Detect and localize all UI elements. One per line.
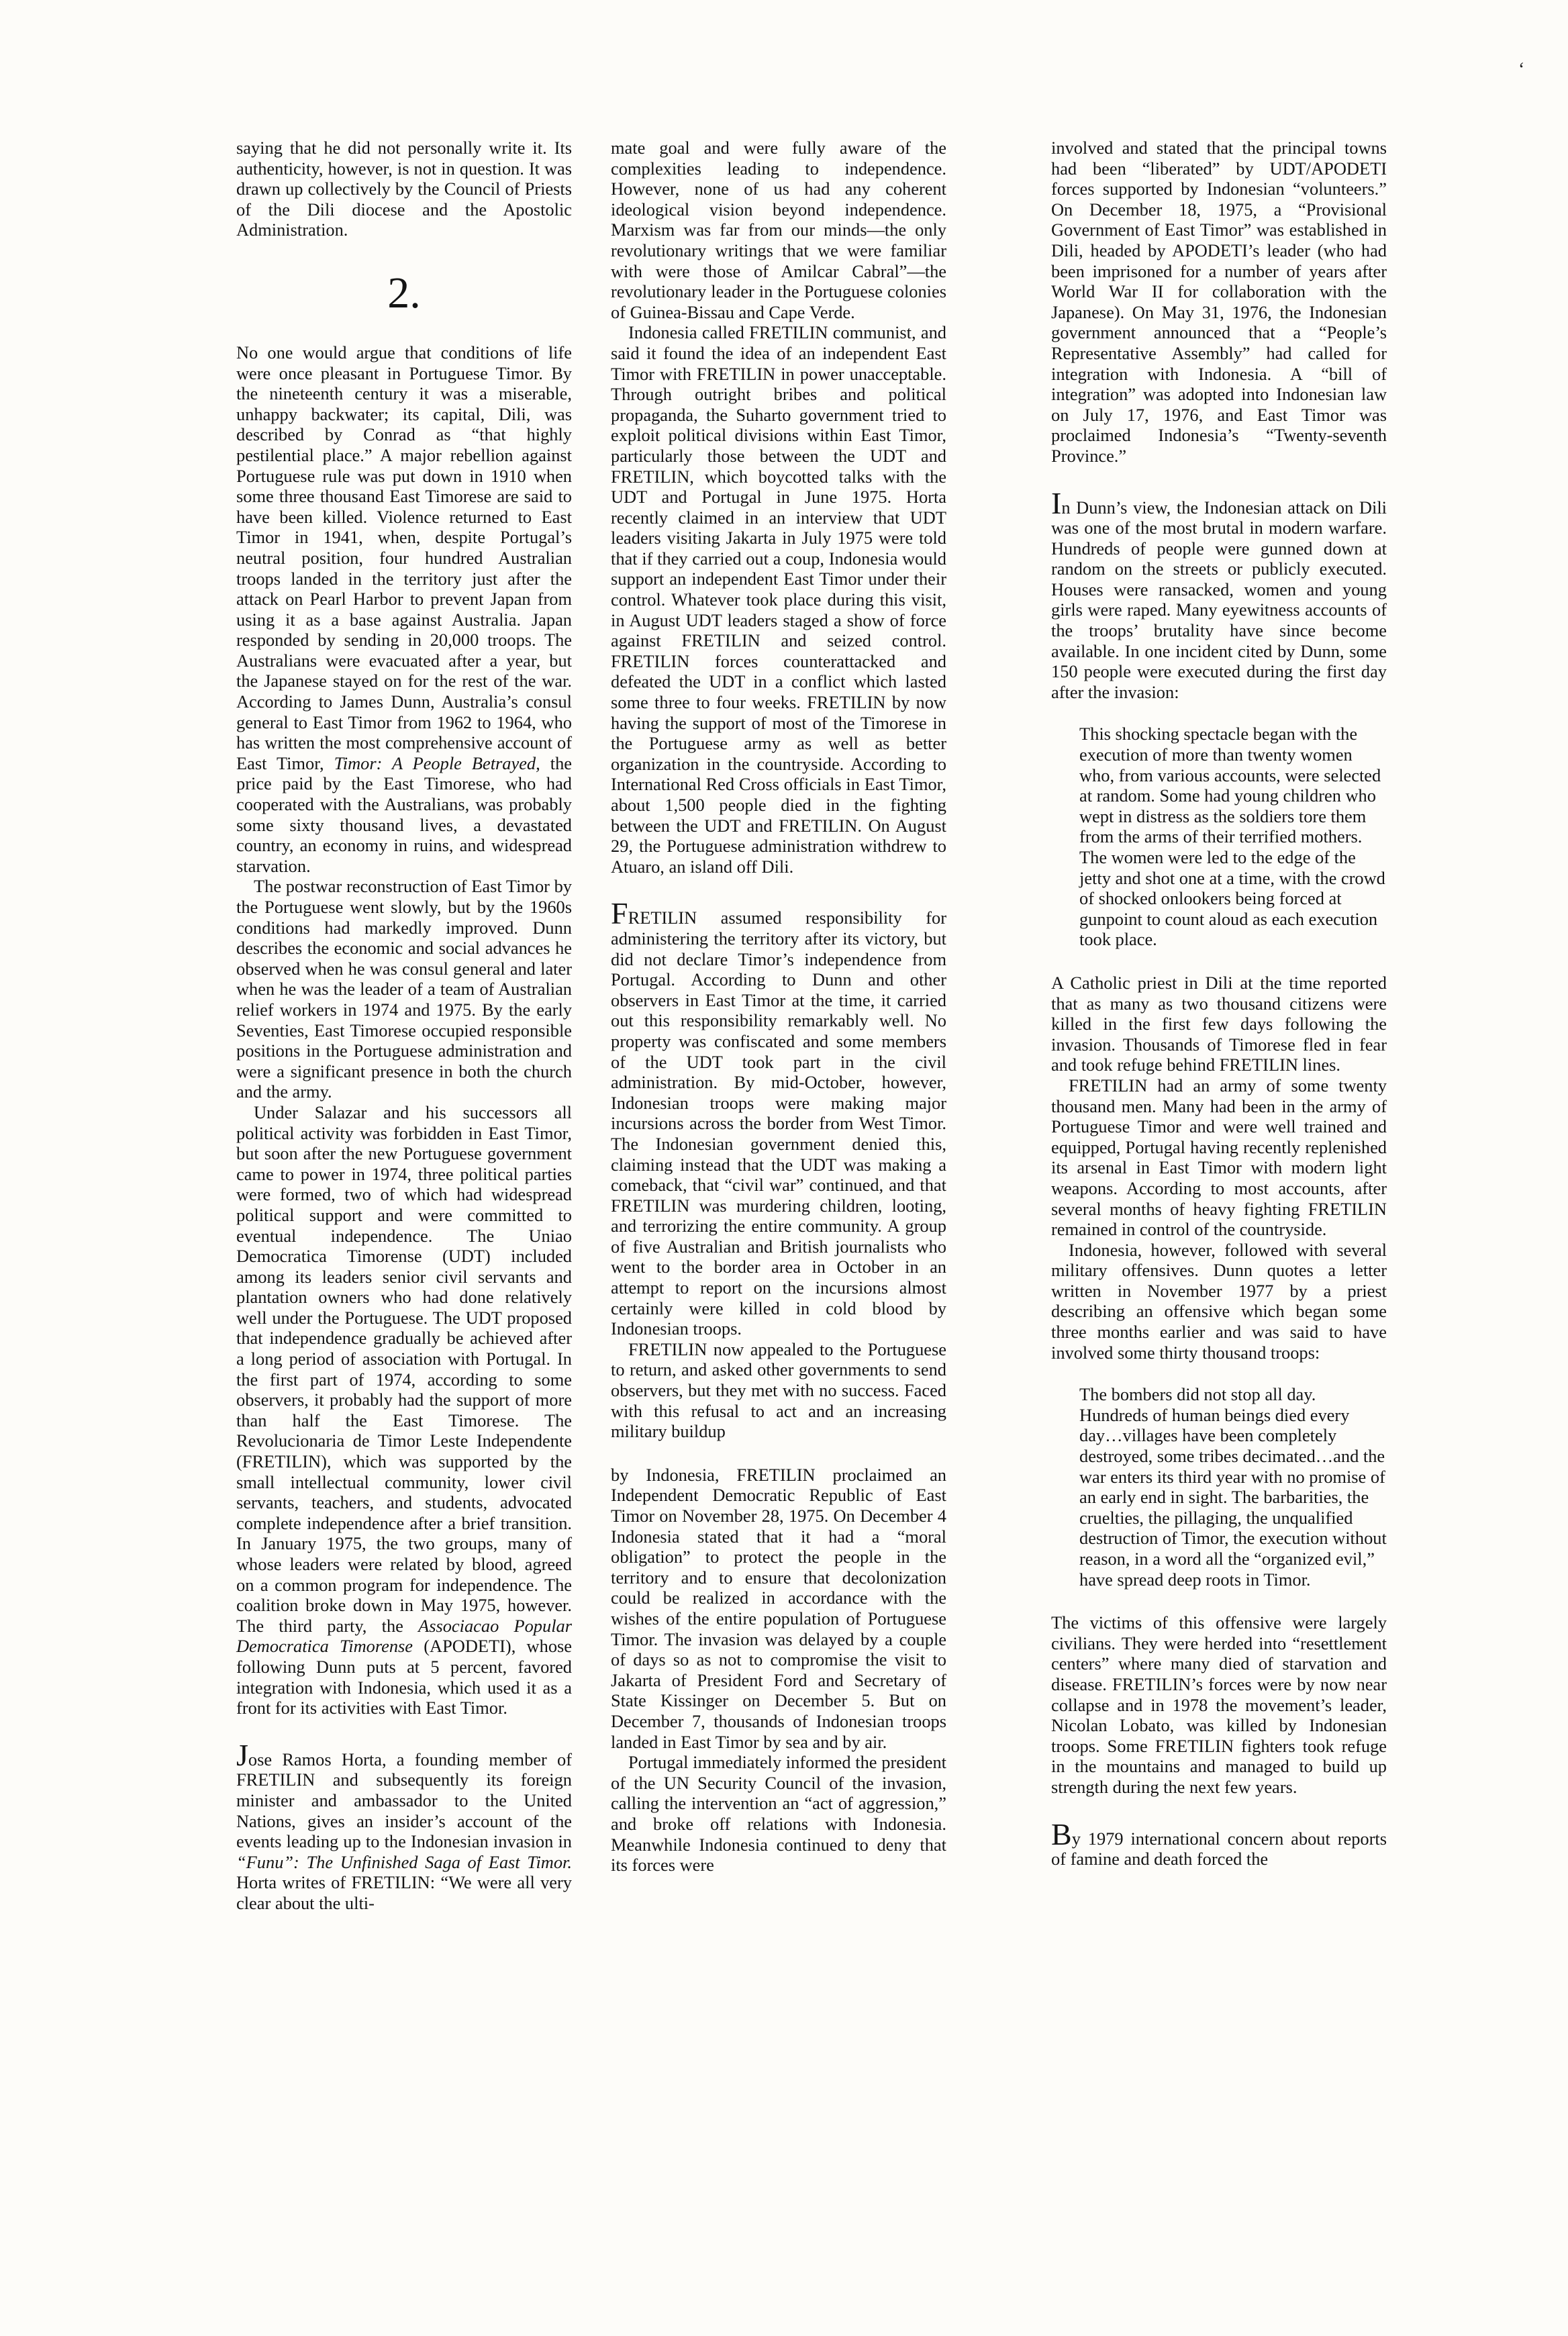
paragraph-political-parties bbox=[236, 1102, 572, 1718]
paragraph-independence-declared: by Indonesia, FRETILIN proclaimed an Independent Democratic Republic of East Timor on November 28, 1975. On December 4 Indonesia stated that it had a “moral obligation” to protect the people in the territory and to ensure that decolonization could be realized in accordance with the wishes of the entire population of Portuguese Timor. The invasion was delayed by a couple of days so as not to compromise the visit to Jakarta of President Ford and Secretary of State Kissinger on December 5. But on December 7, thousands of Indonesian troops landed in East Timor by sea and by air. bbox=[611, 1464, 946, 1752]
section-number: 2. bbox=[387, 268, 421, 318]
column-3 bbox=[1051, 138, 1387, 1869]
paragraph-horta bbox=[236, 1737, 572, 1914]
paragraph-text: Under Salazar and his successors all political activity was forbidden in East Timor, but soon after the new Portuguese government came to power in 1974, three political parties were formed, two of which had widespread political support and were committed to eventual independence. The Uniao Democratica Timorense (UDT) included among its leaders senior civil servants and plantation owners who had done relatively well under the Portuguese. The UDT proposed that independence gradually be achieved after a long period of association with Portugal. In the first part of 1974, according to some observers, it probably had the support of more than half the East Timorese. The Revolucionaria de Timor Leste Independente (FRETILIN), which was supported by the small intellectual community, lower civil servants, teachers, and students, advocated complete independence after a brief transition. In January 1975, the two groups, many of whose leaders were related by blood, agreed on a common program for independence. The coalition broke down in May 1975, however. The third party, the bbox=[236, 1102, 572, 1636]
book-title: “Funu”: The Unfinished Saga of East Timor. bbox=[236, 1851, 572, 1872]
paragraph-text: n Dunn’s view, the Indonesian attack on Dili was one of the most brutal in modern warfare. Hundreds of people were gunned down at random on the streets or publicly executed. Houses were ransacked, women and young girls were raped. Many eyewitness accounts of the troops’ brutality have since become available. In one incident cited by Dunn, some 150 people were executed during the first day after the invasion: bbox=[1051, 497, 1387, 702]
paragraph-appeal: FRETILIN now appealed to the Portuguese to return, and asked other governments to send observers, but they met with no success. Faced with this refusal to act and an increasing military buildup bbox=[611, 1339, 946, 1442]
column-2 bbox=[611, 138, 946, 1876]
paragraph-portugal-informed: Portugal immediately informed the president of the UN Security Council of the invasion, calling the intervention an “act of aggression,” and broke off relations with Indonesia. Meanwhile Indonesia continued to deny that its forces were bbox=[611, 1752, 946, 1876]
drop-initial: F bbox=[611, 896, 628, 931]
paragraph-text: No one would argue that conditions of life were once pleasant in Portuguese Timor. By the nineteenth century it was a miserable, unhappy backwater; its capital, Dili, was described by Conrad as “that highly pestilential place.” A major rebellion against Portuguese rule was put down in 1910 when some three thousand East Timorese are said to have been killed. Violence returned to East Timor in 1941, when, despite Portugal’s neutral position, four hundred Australian troops landed in the territory just after the attack on Pearl Harbor to prevent Japan from using it as a base against Australia. Japan responded by sending in 20,000 troops. The Australians were evacuated after a year, but the Japanese stayed on for the rest of the war. According to James Dunn, Australia’s consul general to East Timor from 1962 to 1964, who has written the most comprehensive account of East Timor, bbox=[236, 342, 572, 773]
paragraph-conditions bbox=[236, 342, 572, 876]
paragraph-horta-quote: mate goal and were fully aware of the complexities leading to independence. However, none of us had any coherent ideological vision beyond independence. Marxism was far from our minds—the only revolutionary writings that we were familiar with were those of Amilcar Cabral”—the revolutionary leader in the Portuguese colonies of Guinea-Bissau and Cape Verde. bbox=[611, 138, 946, 322]
paragraph-offensives: Indonesia, however, followed with several military offensives. Dunn quotes a letter written in November 1977 by a priest describing an offensive which began some three months earlier and was said to have involved some thirty thousand troops: bbox=[1051, 1239, 1387, 1363]
paragraph-fretilin-army: FRETILIN had an army of some twenty thousand men. Many had been in the army of Portuguese Timor and were well trained and equipped, Portugal having recently replenished its arsenal in East Timor with modern light weapons. According to most accounts, after several months of heavy fighting FRETILIN remained in control of the countryside. bbox=[1051, 1075, 1387, 1240]
paragraph-fretilin-responsibility bbox=[611, 896, 946, 1339]
drop-initial: I bbox=[1051, 485, 1062, 520]
margin-mark: ‘ bbox=[1518, 59, 1525, 80]
paragraph-reconstruction: The postwar reconstruction of East Timor by the Portuguese went slowly, but by the 1960s conditions had markedly improved. Dunn describes the economic and social advances he observed when he was consul general and later when he was the leader of a team of Australian relief workers in 1974 and 1975. By the early Seventies, East Timorese occupied responsible positions in the Portuguese administration and were a significant presence in both the church and the army. bbox=[236, 876, 572, 1102]
paragraph-text: Horta writes of FRETILIN: “We were all very clear about the ulti- bbox=[236, 1872, 572, 1913]
drop-initial: B bbox=[1051, 1816, 1072, 1851]
quote-text: This shocking spectacle began with the execution of more than twenty women who, from various accounts, were selected at random. Some had young children who wept in distress as the soldiers tore them from the arms of their terrified mothers. The women were led to the edge of the jetty and shot one at a time, with the crowd of shocked onlookers being forced at gunpoint to count aloud as each execution took place. bbox=[1079, 724, 1385, 950]
drop-initial: J bbox=[236, 1737, 248, 1772]
party-name: Associacao Popular Democratica Timorense bbox=[236, 1615, 572, 1657]
block-quote-execution bbox=[1079, 724, 1387, 950]
book-title: Timor: A People Betrayed, bbox=[334, 752, 540, 773]
block-quote-bombers bbox=[1079, 1384, 1387, 1590]
paragraph-victims: The victims of this offensive were largely civilians. They were herded into “resettlement centers” where many died of starvation and disease. FRETILIN’s forces were by now near collapse and in 1978 the movement’s leader, Nicolan Lobato, was killed by Indonesian troops. Some FRETILIN fighters took refuge in the mountains and managed to build up strength during the next few years. bbox=[1051, 1612, 1387, 1797]
paragraph-provisional-government: involved and stated that the principal towns had been “liberated” by UDT/APODETI forces supported by Indonesian “volunteers.” On December 18, 1975, a “Provisional Government of East Timor” was established in Dili, headed by APODETI’s leader (who had been imprisoned for a number of years after World War II for collaboration with the Japanese). On May 31, 1976, the Indonesian government announced that a “People’s Representative Assembly” had called for integration with Indonesia. A “bill of integration” was adopted into Indonesian law on July 17, 1976, and East Timor was proclaimed Indonesia’s “Twenty-seventh Province.” bbox=[1051, 138, 1387, 466]
paragraph-text: ose Ramos Horta, a founding member of FRETILIN and subsequently its foreign minister and ambassador to the United Nations, gives an insider’s account of the events leading up to the Indonesian invasion in bbox=[236, 1749, 572, 1852]
paragraph-indonesia-fretilin: Indonesia called FRETILIN communist, and said it found the idea of an independent East Timor with FRETILIN in power unacceptable. Through outright bribes and political propaganda, the Suharto government tried to exploit political divisions within East Timor, particularly those between the UDT and FRETILIN, which boycotted talks with the UDT and Portugal in June 1975. Horta recently claimed in an interview that UDT leaders visiting Jakarta in July 1975 were told that if they carried out a coup, Indonesia would support an independent East Timor under their control. Whatever took place during this visit, in August UDT leaders staged a show of force against FRETILIN and seized control. FRETILIN forces counterattacked and defeated the UDT in a conflict which lasted some three to four weeks. FRETILIN by now having the support of most of the Timorese in the Portuguese army as well as better organization in the countryside. According to International Red Cross officials in East Timor, about 1,500 people died in the fighting between the UDT and FRETILIN. On August 29, the Portuguese administration withdrew to Atuaro, an island off Dili. bbox=[611, 322, 946, 877]
paragraph-catholic-priest: A Catholic priest in Dili at the time reported that as many as two thousand citizens were killed in the first few days following the invasion. Thousands of Timorese fled in fear and took refuge behind FRETILIN lines. bbox=[1051, 972, 1387, 1075]
column-1 bbox=[236, 138, 572, 1914]
paragraph-dunn-view bbox=[1051, 485, 1387, 703]
paragraph-text: the price paid by the East Timorese, who had cooperated with the Australians, was probably some sixty thousand lives, a devastated country, an economy in ruins, and widespread starvation. bbox=[236, 752, 572, 876]
quote-text: The bombers did not stop all day. Hundreds of human beings died every day…villages have been completely destroyed, some tribes decimated…and the war enters its third year with no promise of an early end in sight. The barbarities, the cruelties, the pillaging, the unqualified destruction of Timor, the execution without reason, in a word all the “organized evil,” have spread deep roots in Timor. bbox=[1079, 1384, 1387, 1590]
paragraph-text: (APODETI), whose following Dunn puts at 5 percent, favored integration with Indonesia, which used it as a front for its activities with East Timor. bbox=[236, 1636, 572, 1718]
paragraph-1979 bbox=[1051, 1816, 1387, 1869]
paragraph-text: RETILIN assumed responsibility for administering the territory after its victory, but did not declare Timor’s independence from Portugal. According to Dunn and other observers in East Timor at the time, it carried out this responsibility remarkably well. No property was confiscated and some members of the UDT took part in the civil administration. By mid-October, however, Indonesian troops were making major incursions across the border from West Timor. The Indonesian government denied this, claiming instead that the UDT was making a comeback, that “civil war” continued, and that FRETILIN was murdering children, looting, and terrorizing the entire community. A group of five Australian and British journalists who went to the border area in October in an attempt to report on the incursions almost certainly were killed in cold blood by Indonesian troops. bbox=[611, 908, 946, 1339]
paragraph-text: y 1979 international concern about reports of famine and death forced the bbox=[1051, 1828, 1387, 1869]
intro-paragraph: saying that he did not personally write it. Its authenticity, however, is not in question. It was drawn up collectively by the Council of Priests of the Dili diocese and the Apostolic Administration. bbox=[236, 138, 572, 240]
